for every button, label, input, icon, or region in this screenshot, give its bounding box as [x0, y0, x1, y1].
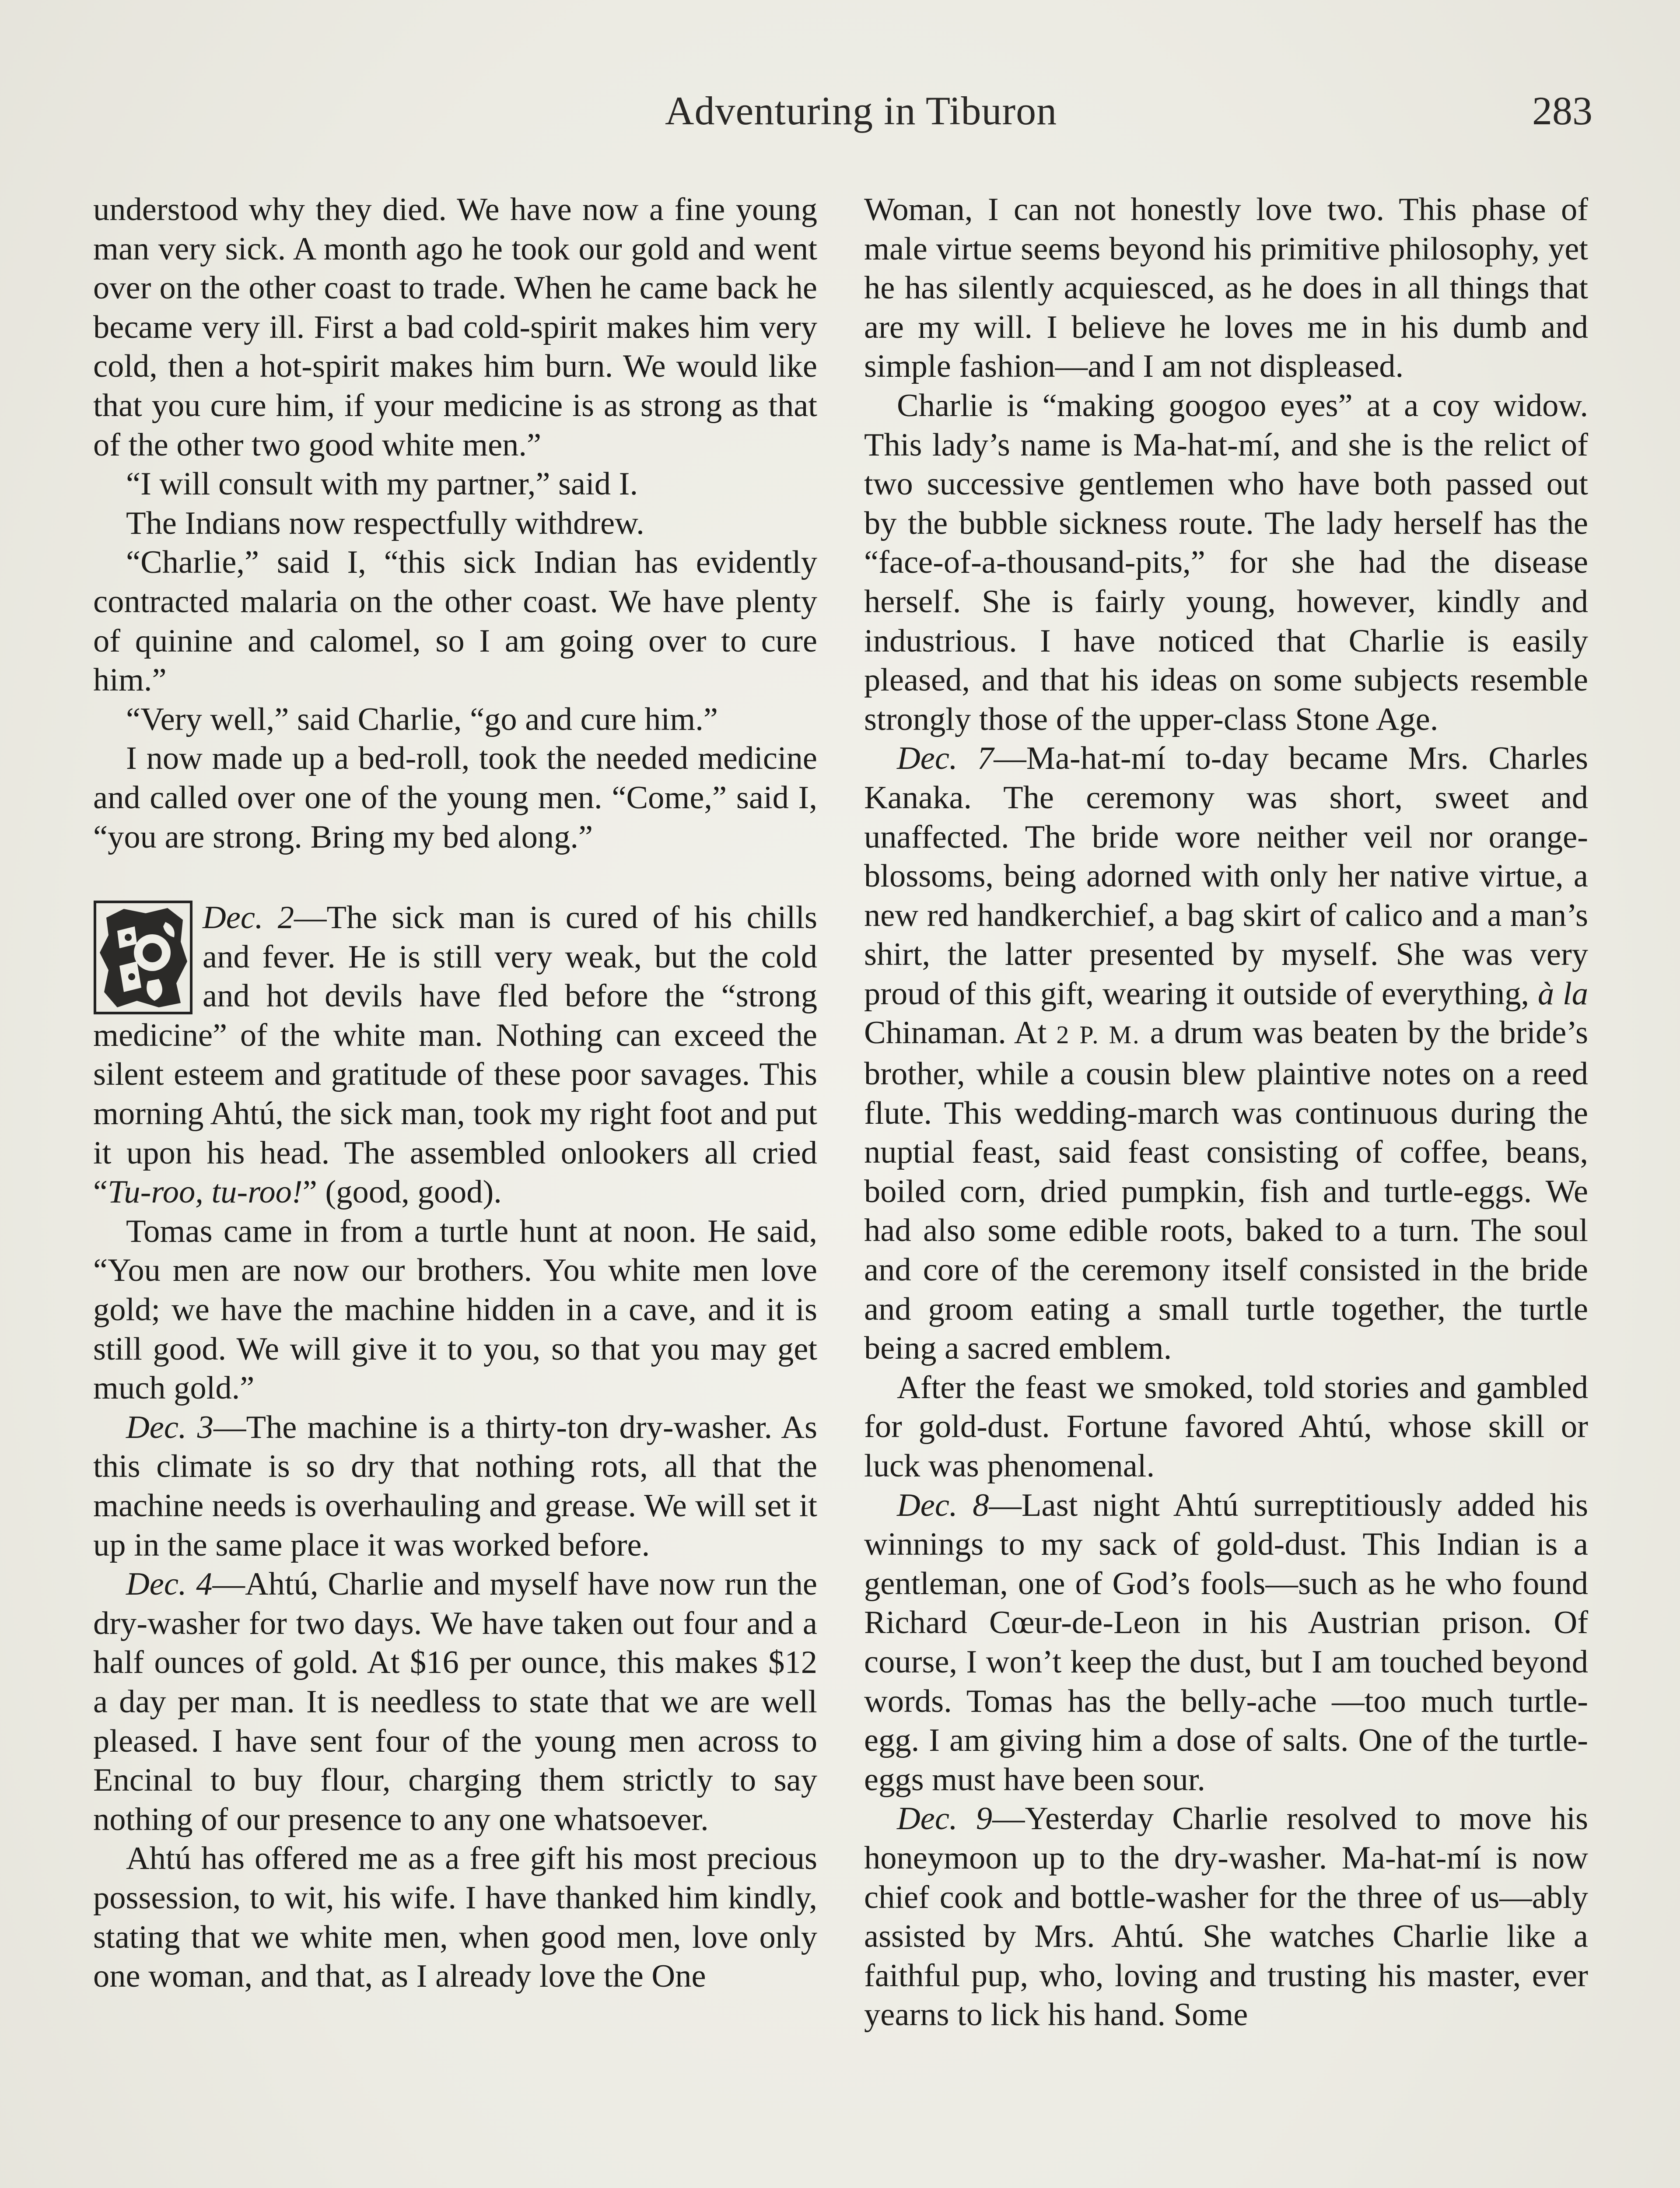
paragraph [93, 1408, 817, 1565]
paragraph-with-ornament [93, 898, 817, 1212]
paragraph: understood why they died. We have now a fine young man very sick. A month ago he took our gold and went over on the other coast to trade. When he came back he became very ill. First a bad cold-spirit makes him very cold, then a hot-spirit makes him burn. We would like that you cure him, if your medicine is as strong as that of the other two good white men.” [93, 192, 817, 463]
paragraph: Charlie is “making googoo eyes” at a coy widow. This lady’s name is Ma-hat-mí, and she is the relict of two successive gentlemen who have both passed out by the bubble sickness route. The lady herself has the “face-of-a-thousand-pits,” for she had the disease herself. She is fairly young, however, kindly and industrious. I have noticed that Charlie is easily pleased, and that his ideas on some subjects resemble strongly those of the upper-class Stone Age. [864, 387, 1588, 737]
running-title: Adventuring in Tiburon [665, 88, 1057, 133]
paragraph: Ahtú has offered me as a free gift his most precious possession, to wit, his wife. I have thanked him kindly, stating that we white men, when good men, love only one woman, and that, as I already love the One [93, 1841, 817, 1995]
left-column [93, 190, 817, 1996]
paragraph: The Indians now respectfully withdrew. [126, 505, 644, 541]
entry-text: a drum was beaten by the bride’s brother, while a cousin blew plaintive notes on a reed flute. This wedding-march was continuous during the nuptial feast, said feast consisting of coffee, beans, boiled corn, dried pumpkin, fish and turtle-eggs. We had also some edible roots, baked to a turn. The soul and core of the ceremony itself consisted in the bride and groom eating a small turtle together, the turtle being a sacred emblem. [864, 1015, 1588, 1367]
paragraph: I now made up a bed-roll, took the needed medicine and called over one of the young men. “Come,” said I, “you are strong. Bring my bed along.” [93, 740, 817, 855]
paragraph: Tomas came in from a turtle hunt at noon. He said, “You men are now our brothers. You white men love gold; we have the machine hidden in a cave, and it is still good. We will give it to you, so that you may get much gold.” [93, 1213, 817, 1406]
entry-text: —Ma-hat-mí to-day became Mrs. Charles Kanaka. The ceremony was short, sweet and unaffected. The bride wore neither veil nor orange-blossoms, being adorned with only her native virtue, a new red handkerchief, a bag skirt of calico and a man’s shirt, the latter presented by myself. She was very proud of this gift, wearing it outside of everything, [864, 740, 1589, 1012]
ornament-figure-icon [93, 900, 193, 1015]
entry-date: Dec. 3 [126, 1409, 214, 1445]
paragraph: Woman, I can not honestly love two. This phase of male virtue seems beyond his primitive philosophy, yet he has silently acquiesced, as he does in all things that are my will. I believe he loves me in his dumb and simple fashion—and I am not displeased. [864, 192, 1588, 385]
entry-text: —Last night Ahtú surreptitiously added his winnings to my sack of gold-dust. This Indian is a gentleman, one of God’s fools—such as he who found Richard Cœur-de-Leon in his Austrian prison. Of course, I won’t keep the dust, but I am touched beyond words. Tomas has the belly-ache —too much turtle-egg. I am giving him a dose of salts. One of the turtle-eggs must have been sour. [864, 1487, 1588, 1798]
entry-text: —Ahtú, Charlie and myself have now run the dry-washer for two days. We have taken out four and a half ounces of gold. At $16 per ounce, this makes $12 a day per man. It is needless to state that we are well pleased. I have sent four of the young men across to Encinal to buy flour, charging them strictly to say nothing of our presence to any one whatsoever. [93, 1566, 818, 1837]
running-head [88, 88, 1592, 144]
entry-text: Chinaman. At [864, 1015, 1057, 1051]
paragraph [864, 1486, 1588, 1800]
paragraph: “Very well,” said Charlie, “go and cure him.” [126, 701, 718, 737]
paragraph [864, 739, 1588, 1368]
paragraph: “I will consult with my partner,” said I. [126, 466, 638, 502]
entry-text: —The sick man is cured of his chills and fever. He is still very weak, but the cold and hot devils have fled before the “strong medicine” of the white man. Nothing can exceed the silent esteem and gratitude of these poor savages. This morning Ahtú, the sick man, took my right foot and put it upon his head. The assembled onlookers all cried “ [93, 900, 818, 1210]
entry-text: —Yesterday Charlie resolved to move his honeymoon up to the dry-washer. Ma-hat-mí is now chief cook and bottle-washer for the three of us—ably assisted by Mrs. Ahtú. She watches Charlie like a faithful pup, who, loving and trusting his master, ever yearns to lick his hand. Some [864, 1801, 1588, 2033]
entry-date: Dec. 2 [203, 900, 294, 936]
entry-text: ” (good, good). [302, 1174, 502, 1210]
entry-date: Dec. 4 [126, 1566, 213, 1602]
paragraph [93, 1565, 817, 1839]
entry-date: Dec. 8 [897, 1487, 989, 1523]
paragraph: After the feast we smoked, told stories and gambled for gold-dust. Fortune favored Ahtú, whose skill or luck was phenomenal. [864, 1369, 1588, 1484]
entry-italic: Tu-roo, tu-roo! [108, 1174, 303, 1210]
paragraph [864, 1799, 1588, 2035]
entry-date: Dec. 9 [897, 1801, 992, 1837]
page-number: 283 [1532, 88, 1592, 133]
entry-time: 2 P. M. [1056, 1020, 1141, 1049]
paragraph: “Charlie,” said I, “this sick Indian has evidently contracted malaria on the other coast. We have plenty of quinine and calomel, so I am going over to cure him.” [93, 544, 817, 698]
entry-italic: à la [1537, 975, 1588, 1012]
entry-text: —The machine is a thirty-ton dry-washer. As this climate is so dry that nothing rots, all that the machine needs is overhauling and grease. We will set it up in the same place it was worked before. [93, 1409, 817, 1563]
entry-date: Dec. 7 [897, 740, 994, 777]
right-column [864, 190, 1588, 2035]
